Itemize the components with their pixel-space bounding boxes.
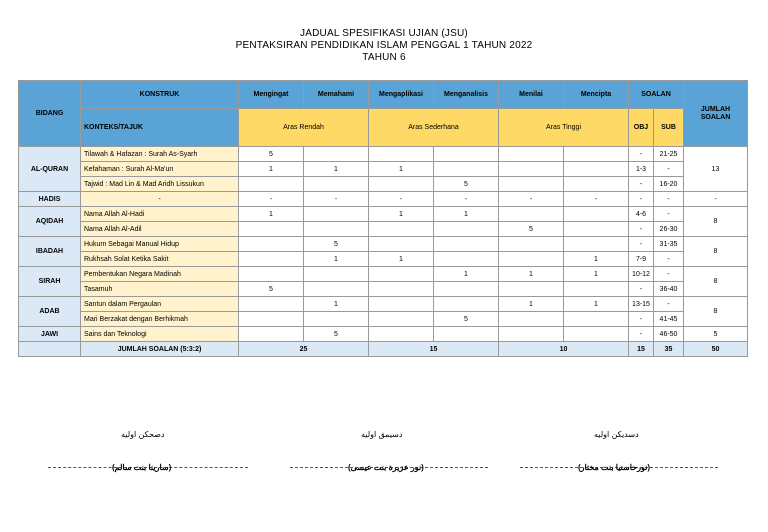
topic-cell: Tasamuh [81, 282, 239, 297]
level-value-cell [369, 297, 434, 312]
header-level-4: Menganalisis [434, 81, 499, 109]
level-value-cell: 1 [564, 267, 629, 282]
header-konteks: KONTEKS/TAJUK [81, 109, 239, 147]
level-value-cell: 5 [434, 177, 499, 192]
table-row [19, 252, 748, 267]
header-bidang: BIDANG [19, 81, 81, 147]
topic-cell: Nama Allah Al-Adil [81, 222, 239, 237]
level-value-cell [434, 327, 499, 342]
level-value-cell [499, 207, 564, 222]
total-jumlah: 50 [684, 342, 748, 357]
bidang-cell: IBADAH [19, 237, 81, 267]
topic-cell: Kefahaman : Surah Al-Ma'un [81, 162, 239, 177]
level-value-cell [434, 222, 499, 237]
level-value-cell [369, 312, 434, 327]
obj-cell: 13-15 [629, 297, 654, 312]
level-value-cell: 1 [239, 207, 304, 222]
table-row [19, 312, 748, 327]
header-level-3: Mengaplikasi [369, 81, 434, 109]
sub-cell: 26-30 [654, 222, 684, 237]
table-row [19, 162, 748, 177]
level-value-cell [564, 147, 629, 162]
table-row [19, 327, 748, 342]
level-value-cell [564, 177, 629, 192]
level-value-cell [239, 312, 304, 327]
table-row [19, 192, 748, 207]
level-value-cell: 5 [239, 282, 304, 297]
level-value-cell: - [434, 192, 499, 207]
obj-cell: - [629, 147, 654, 162]
level-value-cell [499, 282, 564, 297]
signature-label-3: دسديکن اوليه [594, 430, 639, 439]
bidang-cell: SIRAH [19, 267, 81, 297]
sub-cell: - [654, 192, 684, 207]
topic-cell: - [81, 192, 239, 207]
title-line-2: PENTAKSIRAN PENDIDIKAN ISLAM PENGGAL 1 TAHUN 2022 [235, 40, 533, 51]
jumlah-cell: 5 [684, 327, 748, 342]
obj-cell: - [629, 282, 654, 297]
sub-cell: - [654, 162, 684, 177]
level-value-cell [304, 267, 369, 282]
jumlah-cell: - [684, 192, 748, 207]
header-level-5: Menilai [499, 81, 564, 109]
level-value-cell [499, 162, 564, 177]
sub-cell: 21-25 [654, 147, 684, 162]
level-value-cell: 1 [434, 207, 499, 222]
table-row [19, 177, 748, 192]
topic-cell: Pembentukan Negara Madinah [81, 267, 239, 282]
topic-cell: Rukhsah Solat Ketika Sakit [81, 252, 239, 267]
table-row [19, 147, 748, 162]
signature-name-3: (نورحاسنيا بنت مختار) [578, 463, 651, 472]
header-aras-sederhana: Aras Sederhana [369, 109, 499, 147]
level-value-cell [239, 222, 304, 237]
topic-cell: Tilawah & Hafazan : Surah As-Syarh [81, 147, 239, 162]
level-value-cell: - [239, 192, 304, 207]
title-line-3: TAHUN 6 [362, 52, 406, 63]
level-value-cell [434, 162, 499, 177]
total-spacer [19, 342, 81, 357]
level-value-cell: - [369, 192, 434, 207]
table-row [19, 207, 748, 222]
header-level-1: Mengingat [239, 81, 304, 109]
header-level-6: Mencipta [564, 81, 629, 109]
level-value-cell [304, 312, 369, 327]
level-value-cell: - [564, 192, 629, 207]
level-value-cell [369, 222, 434, 237]
level-value-cell [434, 282, 499, 297]
obj-cell: - [629, 192, 654, 207]
sub-cell: - [654, 207, 684, 222]
sub-cell: 46-50 [654, 327, 684, 342]
level-value-cell: 1 [564, 297, 629, 312]
title-line-1: JADUAL SPESIFIKASI UJIAN (JSU) [300, 28, 468, 39]
jsu-table [18, 80, 748, 357]
sub-cell: - [654, 297, 684, 312]
level-value-cell: 1 [499, 297, 564, 312]
level-value-cell [564, 162, 629, 177]
header-konstruk: KONSTRUK [81, 81, 239, 109]
jumlah-cell: 13 [684, 147, 748, 192]
level-value-cell [564, 222, 629, 237]
level-value-cell [499, 327, 564, 342]
level-value-cell [564, 207, 629, 222]
level-value-cell: 1 [369, 162, 434, 177]
obj-cell: - [629, 222, 654, 237]
sub-cell: 41-45 [654, 312, 684, 327]
header-level-2: Memahami [304, 81, 369, 109]
obj-cell: 7-9 [629, 252, 654, 267]
level-value-cell [369, 177, 434, 192]
level-value-cell [499, 147, 564, 162]
level-value-cell [564, 237, 629, 252]
sub-cell: - [654, 252, 684, 267]
header-aras-rendah: Aras Rendah [239, 109, 369, 147]
level-value-cell: 1 [434, 267, 499, 282]
header-soalan: SOALAN [629, 81, 684, 109]
level-value-cell: 1 [304, 252, 369, 267]
level-value-cell: 5 [304, 327, 369, 342]
signature-label-2: دسيمق اوليه [361, 430, 403, 439]
level-value-cell [499, 312, 564, 327]
level-value-cell [499, 237, 564, 252]
level-value-cell [304, 177, 369, 192]
obj-cell: 10-12 [629, 267, 654, 282]
level-value-cell: 1 [304, 297, 369, 312]
level-value-cell: 5 [499, 222, 564, 237]
obj-cell: - [629, 237, 654, 252]
obj-cell: - [629, 312, 654, 327]
table-row [19, 237, 748, 252]
topic-cell: Santun dalam Pergaulan [81, 297, 239, 312]
bidang-cell: AL-QURAN [19, 147, 81, 192]
total-tinggi: 10 [499, 342, 629, 357]
level-value-cell [564, 327, 629, 342]
jumlah-cell: 8 [684, 267, 748, 297]
header-obj: OBJ [629, 109, 654, 147]
level-value-cell: 1 [239, 162, 304, 177]
level-value-cell [239, 177, 304, 192]
obj-cell: 1-3 [629, 162, 654, 177]
level-value-cell: 1 [369, 252, 434, 267]
level-value-cell [434, 252, 499, 267]
total-rendah: 25 [239, 342, 369, 357]
total-label: JUMLAH SOALAN (5:3:2) [81, 342, 239, 357]
level-value-cell [369, 147, 434, 162]
signature-label-1: دصحکن اوليه [121, 430, 165, 439]
level-value-cell: 1 [564, 252, 629, 267]
level-value-cell [304, 147, 369, 162]
level-value-cell [239, 267, 304, 282]
sub-cell: - [654, 267, 684, 282]
sub-cell: 16-20 [654, 177, 684, 192]
level-value-cell [499, 252, 564, 267]
level-value-cell: 1 [369, 207, 434, 222]
level-value-cell [369, 282, 434, 297]
level-value-cell: 1 [499, 267, 564, 282]
level-value-cell: 1 [304, 162, 369, 177]
level-value-cell: 5 [434, 312, 499, 327]
level-value-cell [369, 237, 434, 252]
obj-cell: 4-6 [629, 207, 654, 222]
total-obj: 15 [629, 342, 654, 357]
total-sederhana: 15 [369, 342, 499, 357]
jumlah-cell: 8 [684, 237, 748, 267]
level-value-cell [434, 237, 499, 252]
obj-cell: - [629, 327, 654, 342]
topic-cell: Mari Berzakat dengan Berhikmah [81, 312, 239, 327]
bidang-cell: JAWI [19, 327, 81, 342]
level-value-cell [304, 207, 369, 222]
level-value-cell [304, 282, 369, 297]
level-value-cell: 5 [304, 237, 369, 252]
level-value-cell [564, 312, 629, 327]
level-value-cell [369, 267, 434, 282]
header-aras-tinggi: Aras Tinggi [499, 109, 629, 147]
level-value-cell: - [304, 192, 369, 207]
topic-cell: Tajwid : Mad Lin & Mad Aridh Lissukun [81, 177, 239, 192]
level-value-cell: - [499, 192, 564, 207]
level-value-cell [499, 177, 564, 192]
bidang-cell: AQIDAH [19, 207, 81, 237]
level-value-cell [304, 222, 369, 237]
total-sub: 35 [654, 342, 684, 357]
bidang-cell: ADAB [19, 297, 81, 327]
table-row [19, 222, 748, 237]
signature-name-2: (نور عزيرة بنت عيسى) [348, 463, 424, 472]
level-value-cell [369, 327, 434, 342]
level-value-cell [239, 297, 304, 312]
level-value-cell [434, 147, 499, 162]
document-title [0, 28, 768, 64]
level-value-cell [564, 282, 629, 297]
table-row [19, 297, 748, 312]
obj-cell: - [629, 177, 654, 192]
jumlah-cell: 8 [684, 297, 748, 327]
jumlah-cell: 8 [684, 207, 748, 237]
header-sub: SUB [654, 109, 684, 147]
topic-cell: Hukum Sebagai Manual Hidup [81, 237, 239, 252]
level-value-cell: 5 [239, 147, 304, 162]
level-value-cell [239, 237, 304, 252]
level-value-cell [434, 297, 499, 312]
level-value-cell [239, 327, 304, 342]
table-row [19, 267, 748, 282]
topic-cell: Sains dan Teknologi [81, 327, 239, 342]
table-row [19, 282, 748, 297]
level-value-cell [239, 252, 304, 267]
bidang-cell: HADIS [19, 192, 81, 207]
topic-cell: Nama Allah Al-Hadi [81, 207, 239, 222]
signature-name-1: (سارينا بنت سالم) [112, 463, 172, 472]
header-jumlah: JUMLAH SOALAN [684, 81, 748, 147]
sub-cell: 31-35 [654, 237, 684, 252]
sub-cell: 36-40 [654, 282, 684, 297]
